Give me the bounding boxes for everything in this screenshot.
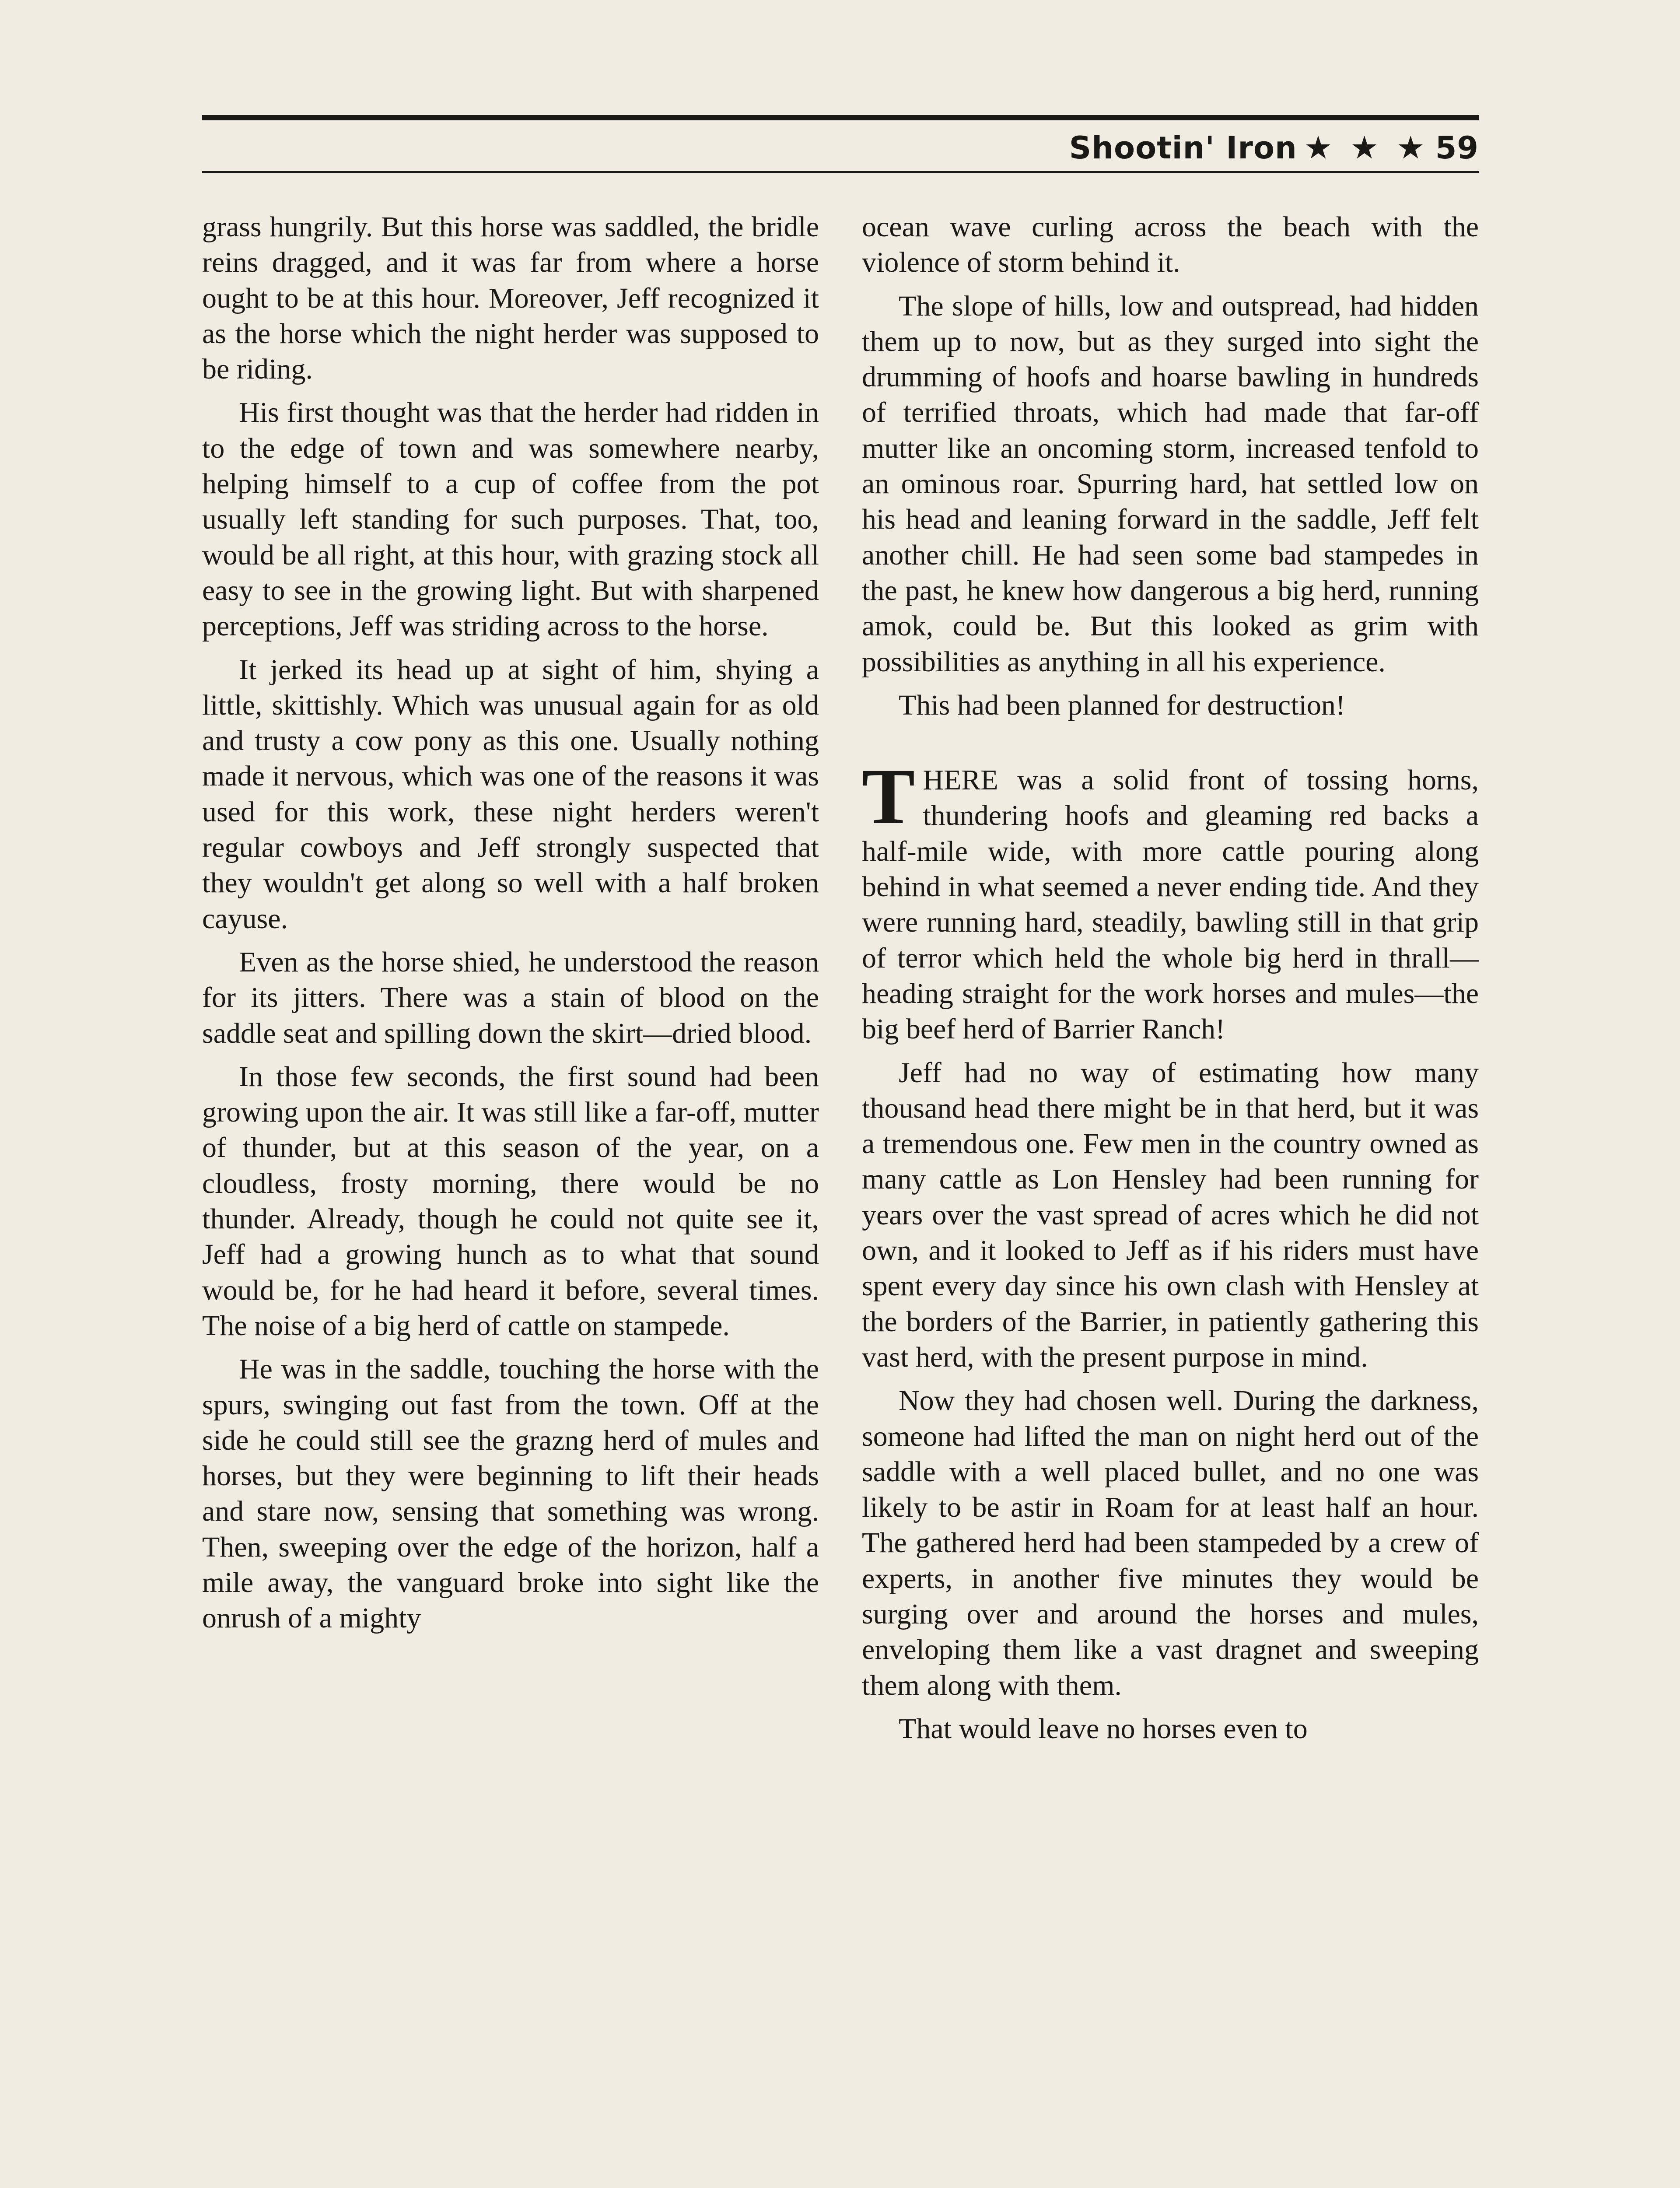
- paragraph: His first thought was that the herder had ridden in to the edge of town and was somewhere nearby, helping himself to a cup of coffee from the pot usually left standing for such purposes. That, too, would be all right, at this hour, with grazing stock all easy to see in the growing light. But with sharpened perceptions, Jeff was striding across to the horse.: [202, 396, 819, 642]
- paragraph: This had been planned for destruction!: [899, 689, 1345, 721]
- header-rule-bottom: [202, 171, 1479, 173]
- paragraph-text: HERE was a solid front of tossing horns, thundering hoofs and gleaming red backs a half-mile wide, with more cattle pouring along behind in what seemed a never ending tide. And they were running hard, steadily, bawling still in that grip of terror which held the whole big herd in thrall—heading straight for the work horses and mules—the big beef herd of Barrier Ranch!: [862, 764, 1479, 1045]
- paragraph: The slope of hills, low and outspread, had hidden them up to now, but as they surged into sight the drumming of hoofs and hoarse bawling in hundreds of terrified throats, which had made that far-off mutter like an oncoming storm, increased tenfold to an ominous roar. Spurring hard, hat settled low on his head and leaning forward in the saddle, Jeff felt another chill. He had seen some bad stampedes in the past, he knew how dangerous a big herd, running amok, could be. But this looked as grim with possibilities as anything in all his experience.: [862, 290, 1479, 678]
- magazine-title: Shootin' Iron: [1069, 130, 1297, 166]
- drop-cap: T: [862, 753, 915, 841]
- paragraph: Jeff had no way of estimating how many thousand head there might be in that herd, but it was a tremendous one. Few men in the country owned as many cattle as Lon Hensley had been running for years over the vast spread of acres which he did not own, and it looked to Jeff as if his riders must have spent every day since his own clash with Hensley at the borders of the Barrier, in patiently gathering this vast herd, with the present purpose in mind.: [862, 1056, 1479, 1373]
- paragraph: grass hungrily. But this horse was saddled, the bridle reins dragged, and it was far from where a horse ought to be at this hour. Moreover, Jeff recognized it as the horse which the night herder was supposed to be riding.: [202, 211, 819, 386]
- right-column: [862, 209, 1479, 1754]
- paragraph: He was in the saddle, touching the horse with the spurs, swinging out fast from the town. Off at the side he could still see the grazng herd of mules and horses, but they were beginning to lift their heads and stare now, sensing that something was wrong. Then, sweeping over the edge of the horizon, half a mile away, the vanguard broke into sight like the onrush of a mighty: [202, 1353, 819, 1634]
- paragraph: That would leave no horses even to: [899, 1712, 1308, 1745]
- paragraph: Now they had chosen well. During the darkness, someone had lifted the man on night herd out of the saddle with a well placed bullet, and no one was likely to be astir in Roam for at least half an hour. The gathered herd had been stampeded by a crew of experts, in another five minutes they would be surging over and around the horses and mules, enveloping them like a vast dragnet and sweeping them along with them.: [862, 1385, 1479, 1701]
- star-ornament: ★ ★ ★: [1304, 129, 1428, 166]
- header-rule-top: [202, 115, 1479, 120]
- left-column: [202, 209, 819, 1644]
- paragraph: In those few seconds, the first sound had been growing upon the air. It was still like a far-off, mutter of thunder, but at this season of the year, on a cloudless, frosty morning, there would be no thunder. Already, though he could not quite see it, Jeff had a growing hunch as to what that sound would be, for he had heard it before, several times. The noise of a big herd of cattle on stampede.: [202, 1060, 819, 1342]
- paragraph: Even as the horse shied, he understood the reason for its jitters. There was a stain of blood on the saddle seat and spilling down the skirt—dried blood.: [202, 946, 819, 1049]
- page-number: 59: [1435, 130, 1479, 166]
- paragraph: It jerked its head up at sight of him, shying a little, skittishly. Which was unusual again for as old and trusty a cow pony as this one. Usually nothing made it nervous, which was one of the reasons it was used for this work, these night herders weren't regular cowboys and Jeff strongly suspected that they wouldn't get along so well with a half broken cayuse.: [202, 653, 819, 935]
- running-head: [1069, 128, 1479, 167]
- paragraph: ocean wave curling across the beach with the violence of storm behind it.: [862, 211, 1479, 279]
- section-opening-paragraph: [862, 753, 1479, 1047]
